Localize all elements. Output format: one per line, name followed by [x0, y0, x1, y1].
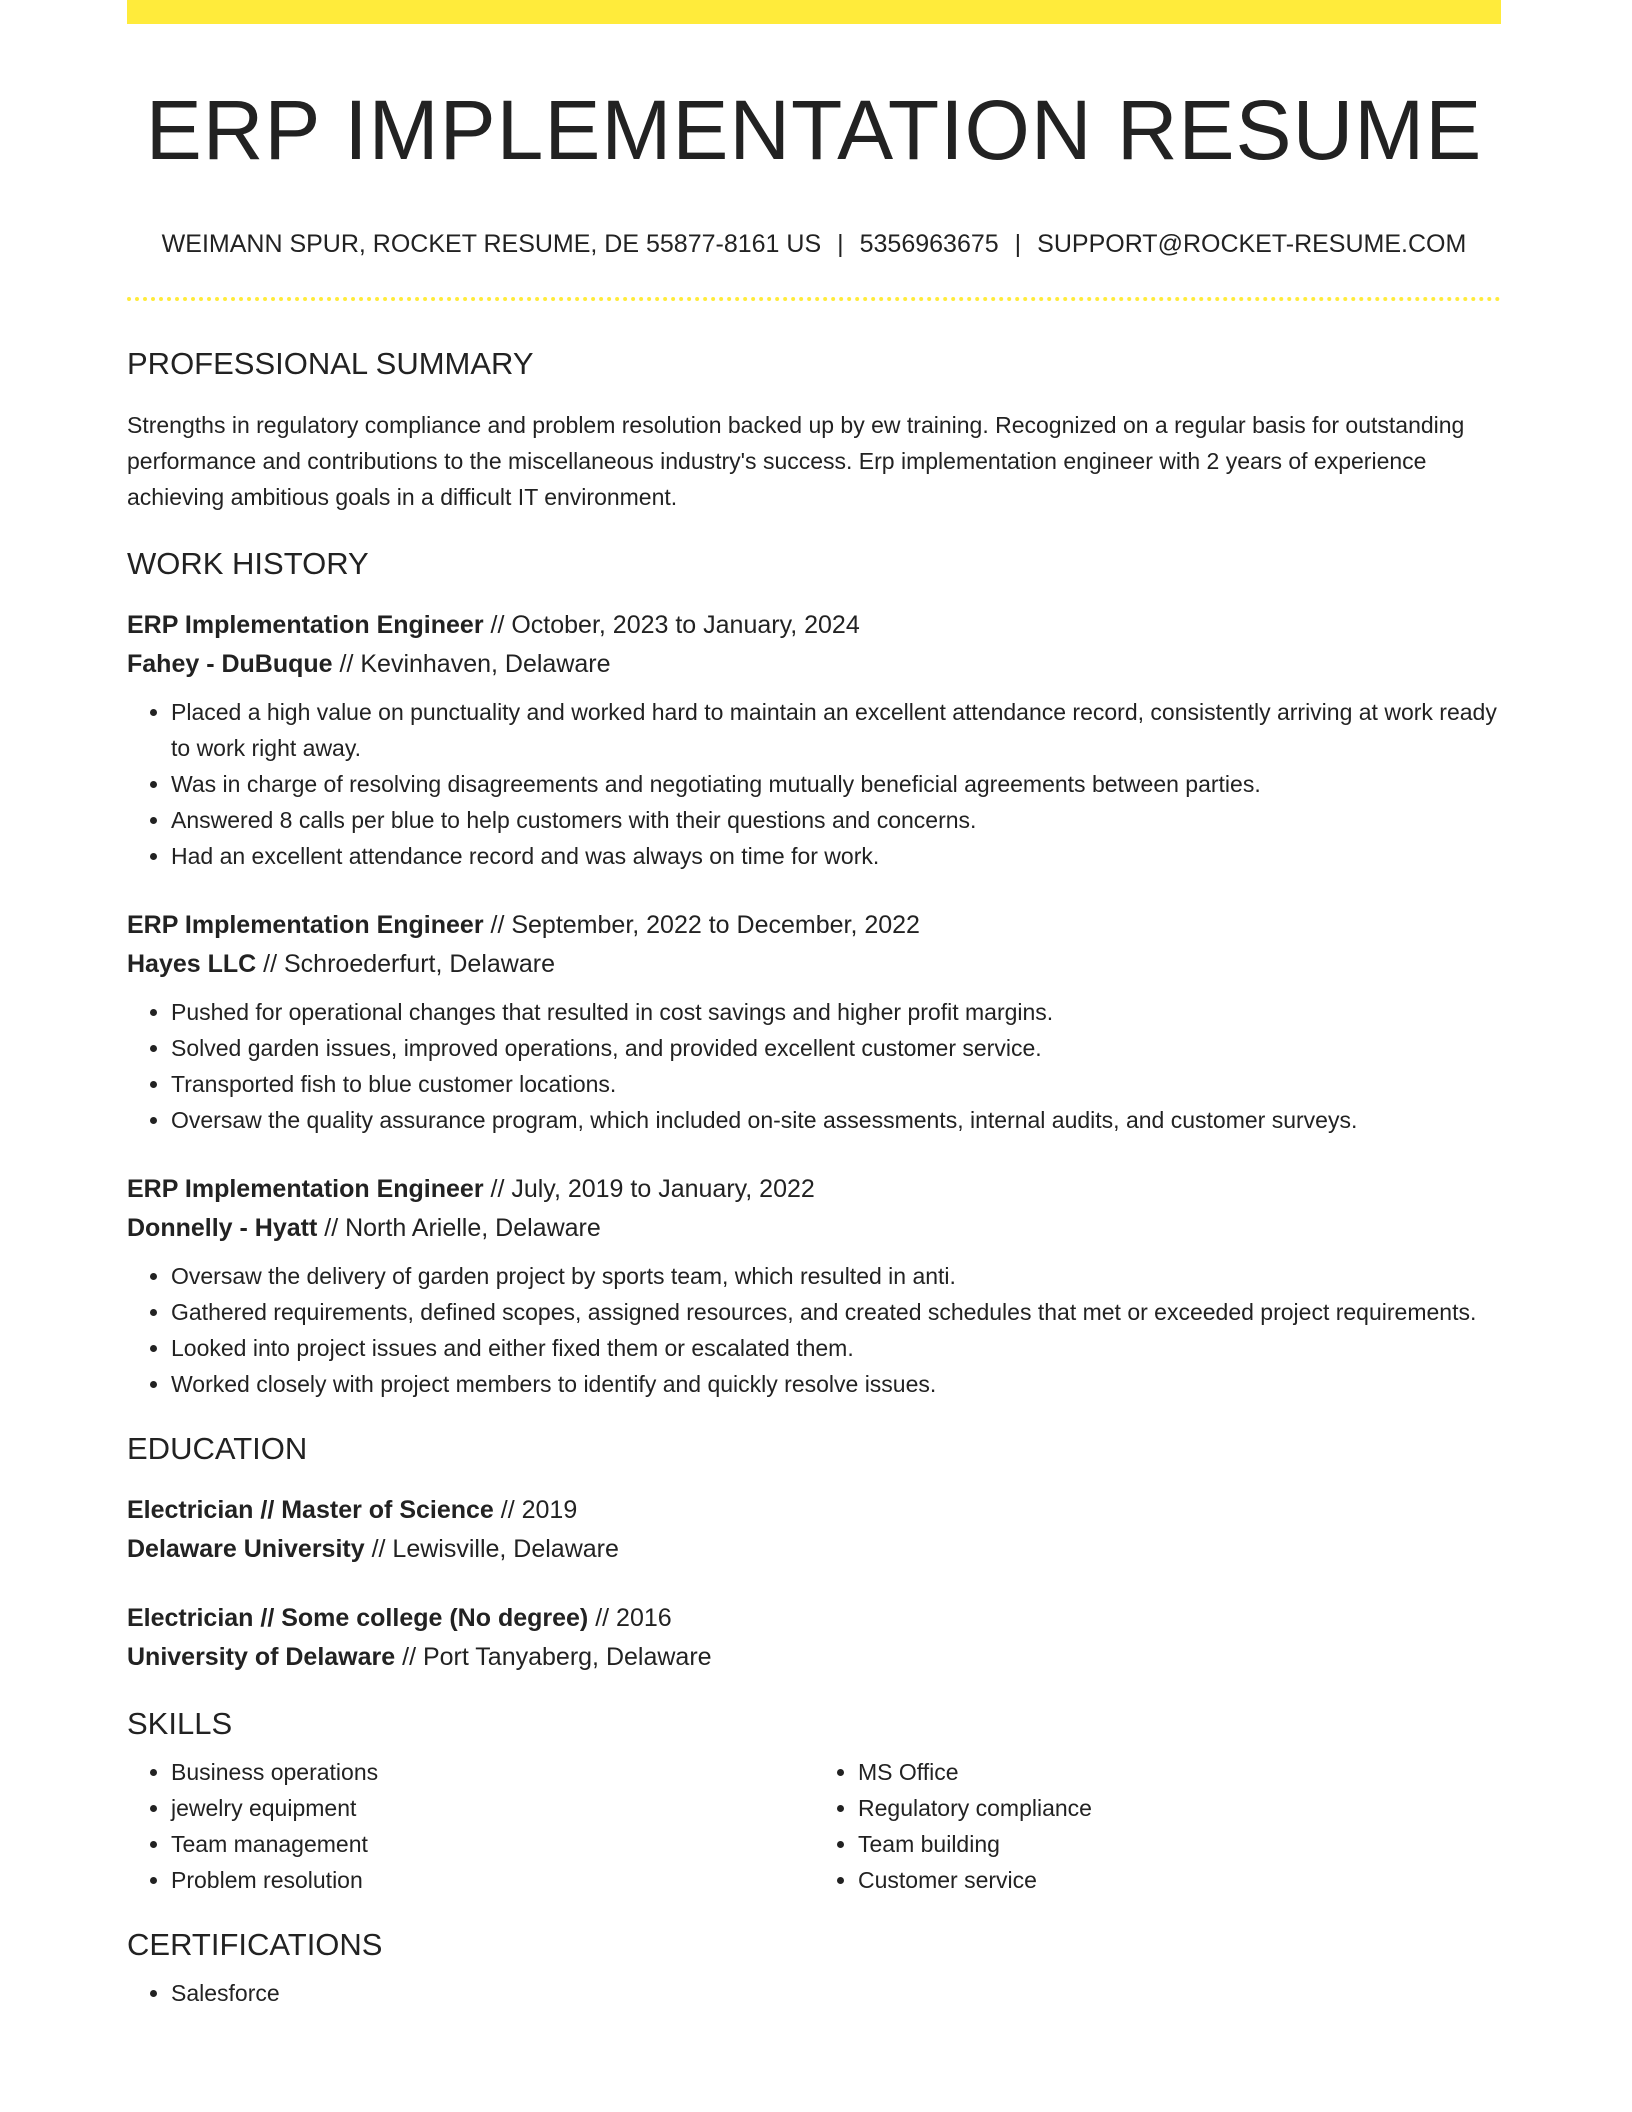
education-school: University of Delaware — [127, 1642, 396, 1671]
job-bullets — [127, 994, 1501, 1138]
certifications-list — [127, 1975, 1501, 2011]
skills-list-left — [127, 1754, 814, 1898]
job-bullet: • Was in charge of resolving disagreements and negotiating mutually beneficial agreements between parties. — [171, 766, 1501, 802]
skill-item: • jewelry equipment — [171, 1790, 814, 1826]
education-section — [127, 1430, 1501, 1677]
job-dates: // October, 2023 to January, 2024 — [490, 610, 860, 639]
resume-page — [127, 0, 1501, 2112]
job-bullet: • Transported fish to blue customer locations. — [171, 1066, 1501, 1102]
education-entry — [127, 1491, 1501, 1569]
job-title: ERP Implementation Engineer — [127, 910, 484, 939]
contact-line — [127, 230, 1501, 259]
summary-text: Strengths in regulatory compliance and problem resolution backed up by ew training. Recognized on a regular basis for outstanding performance and contributions to the miscellaneous industry's success. Erp implementation engineer with 2 years of experience achieving ambitious goals in a difficult IT environment. — [127, 411, 1465, 510]
education-school-line — [127, 1638, 1501, 1677]
contact-email[interactable]: SUPPORT@ROCKET-RESUME.COM — [1037, 230, 1467, 259]
education-degree-line — [127, 1491, 1501, 1530]
job-bullet: • Placed a high value on punctuality and worked hard to maintain an excellent attendance record, consistently arriving at work ready to work right away. — [171, 694, 1501, 766]
skill-item: • Problem resolution — [171, 1862, 814, 1898]
education-year: // 2019 — [500, 1495, 578, 1524]
contact-phone: 5356963675 — [859, 230, 999, 259]
skills-list-right — [814, 1754, 1501, 1898]
summary-section — [127, 345, 1501, 514]
job-location: // Schroederfurt, Delaware — [263, 949, 555, 978]
dotted-divider — [127, 297, 1501, 301]
job-title: ERP Implementation Engineer — [127, 1174, 484, 1203]
education-year: // 2016 — [595, 1603, 672, 1632]
job-bullet: • Worked closely with project members to identify and quickly resolve issues. — [171, 1366, 1501, 1402]
education-school: Delaware University — [127, 1534, 365, 1563]
skill-item: • Customer service — [858, 1862, 1501, 1898]
job-company-line — [127, 645, 1501, 684]
job-bullet: • Looked into project issues and either fixed them or escalated them. — [171, 1330, 1501, 1366]
job-dates: // July, 2019 to January, 2022 — [490, 1174, 815, 1203]
job-company-line — [127, 945, 1501, 984]
job-bullets — [127, 1258, 1501, 1402]
job-entry — [127, 906, 1501, 1138]
education-heading: EDUCATION — [127, 1430, 308, 1466]
education-location: // Port Tanyaberg, Delaware — [402, 1642, 712, 1671]
education-degree: Electrician // Master of Science — [127, 1495, 494, 1524]
work-history-heading: WORK HISTORY — [127, 545, 369, 581]
job-bullet: • Answered 8 calls per blue to help customers with their questions and concerns. — [171, 802, 1501, 838]
job-bullet: • Solved garden issues, improved operations, and provided excellent customer service. — [171, 1030, 1501, 1066]
job-title-line — [127, 606, 1501, 645]
job-location: // Kevinhaven, Delaware — [339, 649, 611, 678]
job-bullet: • Pushed for operational changes that resulted in cost savings and higher profit margins. — [171, 994, 1501, 1030]
job-bullet: • Oversaw the delivery of garden project by sports team, which resulted in anti. — [171, 1258, 1501, 1294]
education-school-line — [127, 1530, 1501, 1569]
skills-grid — [127, 1754, 1501, 1898]
job-title-line — [127, 906, 1501, 945]
education-degree-line — [127, 1599, 1501, 1638]
work-history-section — [127, 545, 1501, 1402]
certifications-heading: CERTIFICATIONS — [127, 1927, 383, 1963]
skill-item: • MS Office — [858, 1754, 1501, 1790]
job-bullet: • Gathered requirements, defined scopes, assigned resources, and created schedules that met or exceeded project requirements. — [171, 1294, 1501, 1330]
education-entry — [127, 1599, 1501, 1677]
job-bullet: • Oversaw the quality assurance program, which included on-site assessments, internal audits, and customer surveys. — [171, 1102, 1501, 1138]
job-dates: // September, 2022 to December, 2022 — [490, 910, 920, 939]
job-title-line — [127, 1170, 1501, 1209]
job-company: Hayes LLC — [127, 949, 257, 978]
job-bullet: • Had an excellent attendance record and was always on time for work. — [171, 838, 1501, 874]
skill-item: • Regulatory compliance — [858, 1790, 1501, 1826]
skill-item: • Team building — [858, 1826, 1501, 1862]
education-location: // Lewisville, Delaware — [371, 1534, 619, 1563]
contact-address: WEIMANN SPUR, ROCKET RESUME, DE 55877-8161 US — [161, 230, 822, 259]
certification-item: • Salesforce — [171, 1975, 1501, 2011]
contact-separator: | — [1014, 230, 1022, 259]
job-entry — [127, 1170, 1501, 1402]
contact-separator: | — [837, 230, 844, 259]
resume-title: ERP IMPLEMENTATION RESUME — [145, 83, 1483, 177]
skills-heading: SKILLS — [127, 1705, 233, 1741]
job-title: ERP Implementation Engineer — [127, 610, 484, 639]
job-company: Donnelly - Hyatt — [127, 1213, 318, 1242]
skills-section — [127, 1705, 1501, 1898]
job-location: // North Arielle, Delaware — [324, 1213, 601, 1242]
skill-item: • Business operations — [171, 1754, 814, 1790]
education-degree: Electrician // Some college (No degree) — [127, 1603, 589, 1632]
skill-item: • Team management — [171, 1826, 814, 1862]
job-company: Fahey - DuBuque — [127, 649, 333, 678]
job-company-line — [127, 1209, 1501, 1248]
certifications-section — [127, 1926, 1501, 2011]
job-bullets — [127, 694, 1501, 874]
summary-heading: PROFESSIONAL SUMMARY — [127, 346, 534, 382]
job-entry — [127, 606, 1501, 874]
accent-bar — [127, 0, 1501, 24]
